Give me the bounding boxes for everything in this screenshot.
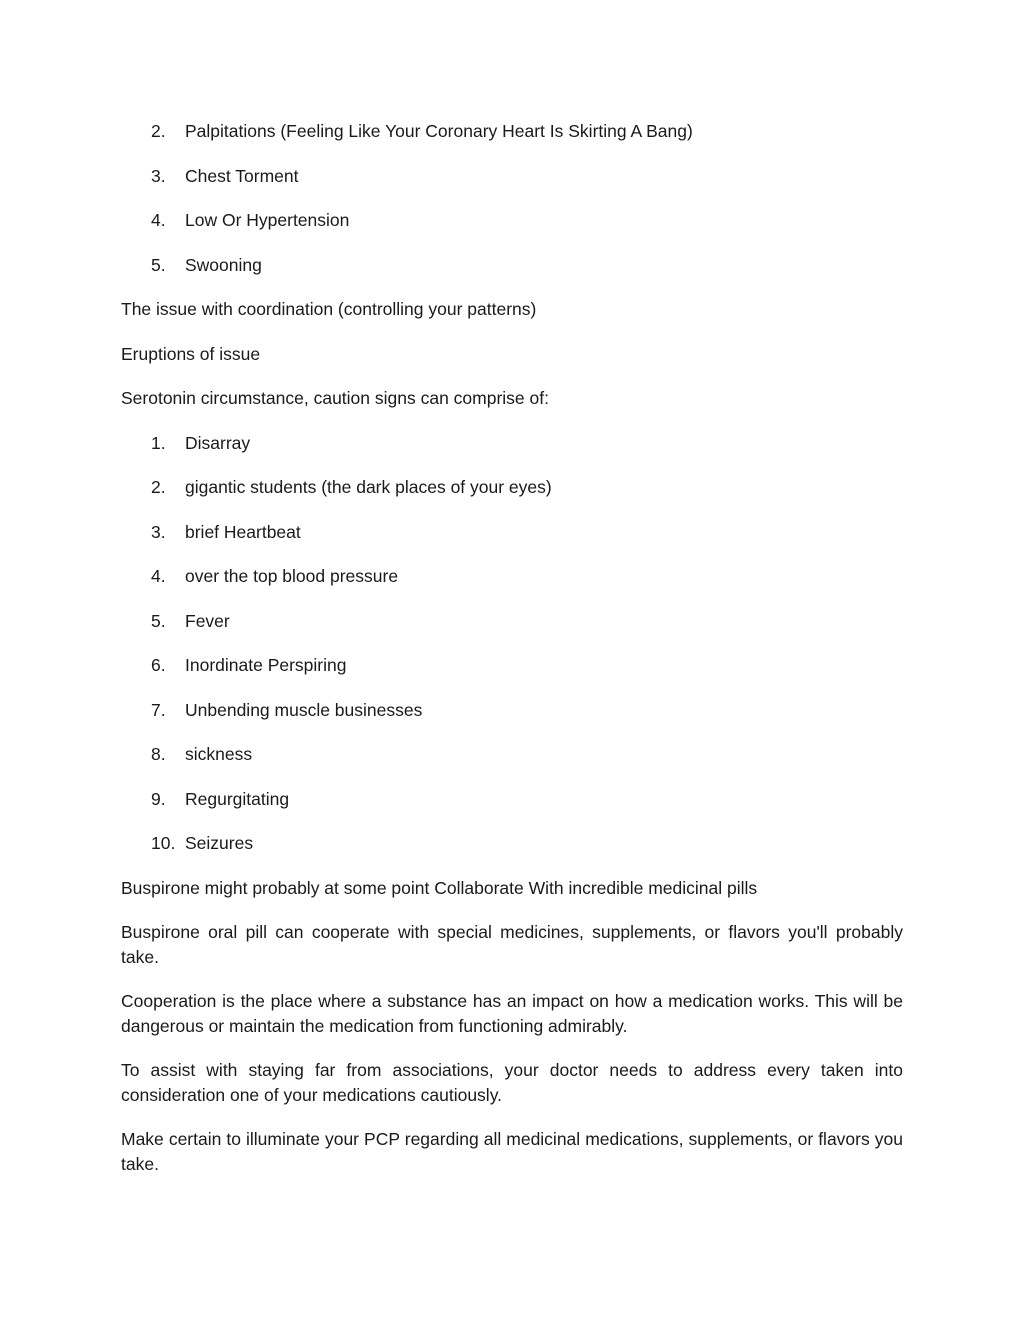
list-item — [121, 253, 903, 278]
list-item — [121, 119, 903, 144]
list-number: 5. — [151, 254, 166, 275]
paragraph-pcp: Make certain to illuminate your PCP regarding all medicinal medications, supplements, or flavors you take. — [121, 1129, 903, 1174]
list-number: 4. — [151, 210, 166, 230]
paragraph-eruptions: Eruptions of issue — [121, 343, 261, 364]
list-item — [121, 208, 903, 233]
list-number: 1. — [151, 432, 166, 453]
list-text: Seizures — [185, 833, 254, 853]
list-number: 2. — [151, 121, 166, 141]
list-number: 5. — [151, 610, 166, 631]
list-text: Palpitations (Feeling Like Your Coronary Heart Is Skirting A Bang) — [185, 121, 693, 141]
list-text: Low Or Hypertension — [185, 210, 350, 230]
list-number: 3. — [151, 521, 166, 542]
paragraph-coordination: The issue with coordination (controlling your patterns) — [121, 299, 537, 319]
list-item — [121, 609, 903, 634]
list-text: Chest Torment — [185, 165, 299, 186]
list-item — [121, 520, 903, 545]
list-text: brief Heartbeat — [185, 521, 301, 542]
list-number: 7. — [151, 699, 166, 720]
list-text: Regurgitating — [185, 788, 290, 809]
list-number: 10. — [151, 833, 176, 853]
list-text: gigantic students (the dark places of your eyes) — [185, 477, 552, 497]
list-item — [121, 564, 903, 589]
list-item — [121, 698, 903, 723]
list-number: 4. — [151, 566, 166, 586]
paragraph-buspirone-collaborate: Buspirone might probably at some point Collaborate With incredible medicinal pills — [121, 877, 758, 898]
list-number: 6. — [151, 655, 166, 675]
list-text: Unbending muscle businesses — [185, 699, 423, 720]
paragraph-serotonin: Serotonin circumstance, caution signs can comprise of: — [121, 388, 549, 408]
paragraph-buspirone-oral: Buspirone oral pill can cooperate with special medicines, supplements, or flavors you'll probably take. — [121, 922, 903, 967]
list-text: Swooning — [185, 254, 262, 275]
serotonin-signs-list — [121, 431, 903, 856]
list-number: 8. — [151, 744, 166, 764]
list-text: Disarray — [185, 432, 251, 453]
paragraph-assist: To assist with staying far from associations, your doctor needs to address every taken into consideration one of your medications cautiously. — [121, 1060, 903, 1105]
list-text: over the top blood pressure — [185, 566, 399, 586]
list-item — [121, 164, 903, 189]
list-item — [121, 475, 903, 500]
list-item — [121, 431, 903, 456]
list-item — [121, 831, 903, 856]
list-item — [121, 742, 903, 767]
list-text: Fever — [185, 610, 230, 631]
list-text: Inordinate Perspiring — [185, 655, 347, 675]
document-content — [121, 119, 903, 1196]
list-number: 9. — [151, 788, 166, 809]
paragraph-cooperation: Cooperation is the place where a substance has an impact on how a medication works. This will be dangerous or maintain the medication from functioning admirably. — [121, 991, 903, 1036]
list-item — [121, 653, 903, 678]
symptom-list — [121, 119, 903, 277]
list-text: sickness — [185, 744, 253, 764]
list-number: 3. — [151, 165, 166, 186]
list-item — [121, 787, 903, 812]
list-number: 2. — [151, 477, 166, 497]
